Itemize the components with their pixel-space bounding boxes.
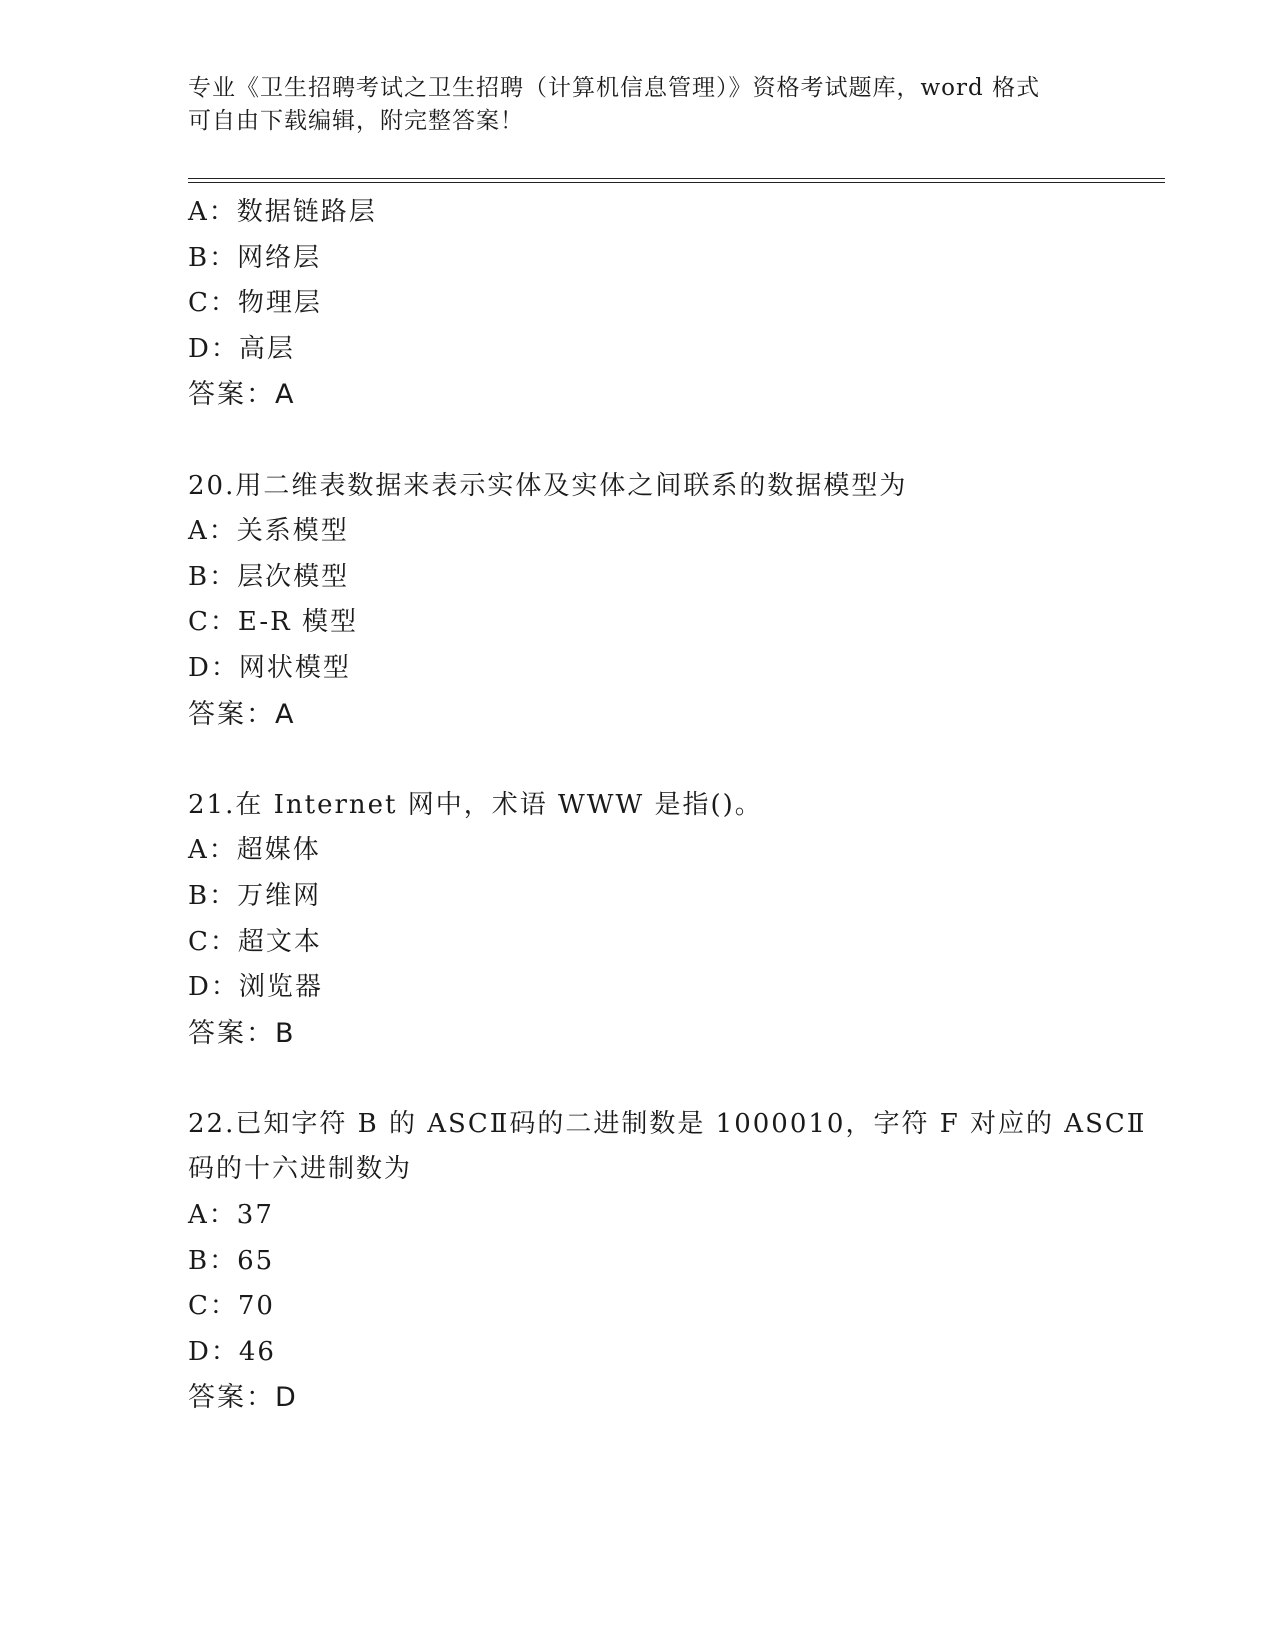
option-d: D：网状模型 — [188, 652, 351, 683]
question-stem-line-2: 码的十六进制数为 — [188, 1154, 413, 1185]
question-stem: 20.用二维表数据来表示实体及实体之间联系的数据模型为 — [188, 470, 908, 501]
header-divider-top — [188, 178, 1165, 179]
option-b: B：65 — [188, 1245, 275, 1276]
question-list — [188, 190, 1147, 1421]
option-d: D：高层 — [188, 333, 295, 364]
option-c: C：超文本 — [188, 926, 322, 957]
document-header — [188, 72, 1088, 138]
option-a: A：37 — [188, 1200, 274, 1231]
question-stem-line-1: 22.已知字符 B 的 ASCⅡ码的二进制数是 1000010，字符 F 对应的 ASCⅡ — [188, 1108, 1147, 1139]
spacer — [188, 1056, 1088, 1102]
option-d: D：浏览器 — [188, 972, 323, 1003]
option-c: C：物理层 — [188, 288, 322, 319]
header-divider-bottom — [188, 182, 1165, 183]
question-22 — [188, 1102, 1147, 1421]
spacer — [188, 737, 1088, 783]
option-c: C：E-R 模型 — [188, 607, 358, 638]
spacer — [188, 418, 1088, 464]
option-a: A：数据链路层 — [188, 197, 377, 227]
option-b: B：万维网 — [188, 880, 322, 911]
header-line-1: 专业《卫生招聘考试之卫生招聘（计算机信息管理）》资格考试题库，word 格式 — [188, 75, 1041, 101]
option-d: D：46 — [188, 1336, 276, 1367]
option-a: A：关系模型 — [188, 516, 349, 547]
header-line-2: 可自由下载编辑，附完整答案！ — [188, 108, 524, 134]
answer: 答案：D — [188, 1382, 298, 1414]
answer: 答案：A — [188, 698, 296, 730]
question-21 — [188, 783, 1088, 1057]
option-a: A：超媒体 — [188, 835, 321, 866]
option-b: B：层次模型 — [188, 561, 350, 592]
question-19 — [188, 190, 1088, 418]
option-c: C：70 — [188, 1291, 275, 1322]
answer: 答案：B — [188, 1017, 296, 1049]
question-20 — [188, 464, 1088, 738]
answer: 答案：A — [188, 379, 296, 411]
question-stem: 21.在 Internet 网中，术语 WWW 是指()。 — [188, 789, 763, 820]
option-b: B：网络层 — [188, 242, 322, 273]
